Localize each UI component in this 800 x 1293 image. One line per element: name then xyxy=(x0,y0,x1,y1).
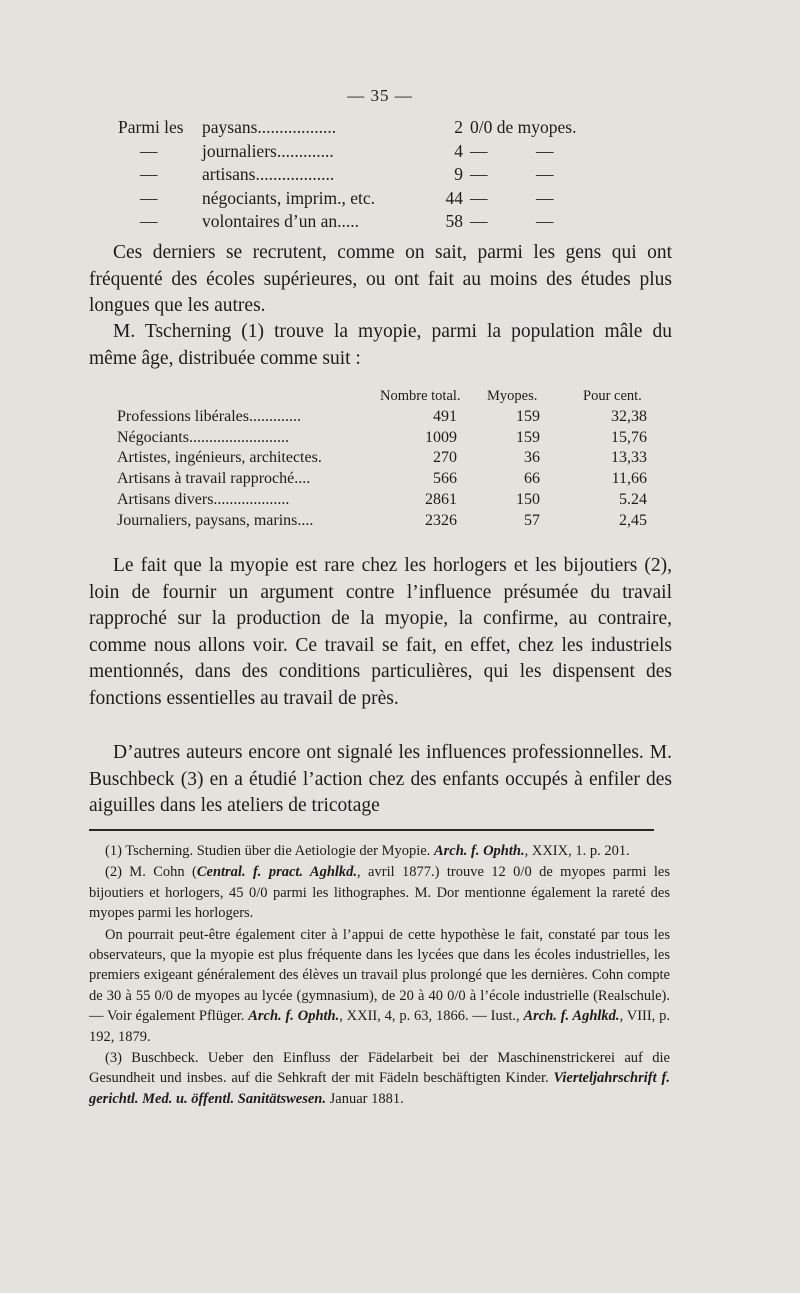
list-item xyxy=(118,116,618,140)
journal-title: Arch. f. Ophth. xyxy=(248,1008,340,1025)
footnote-text: On pourrait peut-être également citer à l’appui de cette hypothèse le fait, constaté par tous les observateurs, que la myopie est plus fréquente dans les lycées que dans les écoles industrielles, les premiers exigeant généralement des élèves un travail plus prolongé que les dernières. Cohn compte de 30 à 55 0/0 de myopes au lycée (gymnasium), de 20 à 40 0/0 à l’école industrielle (Realschule). — Voir également Pflüger. xyxy=(89,926,670,1025)
footnotes xyxy=(89,841,670,1109)
paragraph: Le fait que la myopie est rare chez les horlogers et les bijoutiers (2), loin de fournir un argument contre l’influence présumée du travail rapproché sur la production de la myopie, la confirme, au contraire, comme nous allons voir. Ce travail se fait, en effet, chez les industriels mentionnés, dans des conditions particulières, qui les dispensent des fonctions essentielles au travail de près. xyxy=(89,555,672,709)
percent-cell: 32,38 xyxy=(611,407,647,425)
page-number: — 35 — xyxy=(347,86,413,105)
footnote-text: , XXII, 4, p. 63, 1866. — Iust., xyxy=(339,1008,524,1025)
ditto-mark: — xyxy=(536,140,554,161)
column-header-percent: Pour cent. xyxy=(583,388,642,404)
ditto-mark: — xyxy=(470,140,488,161)
myopes-cell: 150 xyxy=(516,490,540,508)
row-value: 9 xyxy=(454,164,463,184)
ditto-mark: — xyxy=(470,187,488,208)
myopia-by-profession-list xyxy=(118,116,618,234)
row-value: 58 xyxy=(445,211,463,231)
footnote-1 xyxy=(89,841,670,861)
myopes-cell: 57 xyxy=(524,511,540,529)
list-item xyxy=(118,140,618,164)
ditto-mark: — xyxy=(470,164,488,184)
row-label: artisans.................. xyxy=(202,164,335,184)
journal-title: Arch. f. Ophth. xyxy=(433,843,525,859)
table-row xyxy=(117,407,677,428)
myopes-cell: 159 xyxy=(516,428,540,446)
journal-title: Central. f. pract. Aghlkd. xyxy=(196,864,358,881)
footnote-text: , XXIX, 1. p. 201. xyxy=(524,843,630,859)
percent-cell: 5.24 xyxy=(619,490,647,508)
paragraph: Ces derniers se recrutent, comme on sait, parmi les gens qui ont fréquenté des écoles supérieures, ou ont fait au moins des études plus longues que les autres. xyxy=(89,242,672,316)
list-item xyxy=(118,187,618,211)
myopes-cell: 66 xyxy=(524,470,540,488)
row-value: 2 xyxy=(454,117,463,137)
footnote-2 xyxy=(89,862,670,923)
profession-cell: Artisans divers................... xyxy=(117,490,290,508)
total-cell: 2861 xyxy=(425,490,457,508)
footnote-3 xyxy=(89,1048,670,1109)
footnote-text: (2) M. Cohn ( xyxy=(105,864,197,881)
journal-title: Arch. f. Aghlkd. xyxy=(523,1008,620,1025)
profession-cell: Négociants......................... xyxy=(117,428,289,446)
row-label: paysans.................. xyxy=(202,117,337,137)
table-row xyxy=(117,511,677,532)
paragraph: D’autres auteurs encore ont signalé les influences professionnelles. M. Buschbeck (3) en a étudié l’action chez des enfants occupés à enfiler des aiguilles dans les ateliers de tricotage xyxy=(89,742,672,816)
profession-cell: Artisans à travail rapproché.... xyxy=(117,470,311,488)
percent-cell: 11,66 xyxy=(611,470,647,488)
percent-cell: 2,45 xyxy=(619,511,647,529)
row-label: journaliers............. xyxy=(202,140,334,161)
total-cell: 270 xyxy=(433,449,457,467)
row-value: 44 xyxy=(445,187,463,208)
footnote-text: (3) Buschbeck. Ueber den Einfluss der Fädelarbeit bei der Maschinenstrickerei auf die Gesundheit und insbes. auf die Sehkraft der mit Fädeln beschäftigten Kinder. xyxy=(89,1050,670,1087)
table-row xyxy=(117,448,677,469)
footnote-divider xyxy=(89,829,654,831)
ditto-mark: — xyxy=(536,211,554,231)
footnote-text: Januar 1881. xyxy=(326,1090,404,1107)
ditto-mark: — xyxy=(470,211,488,231)
row-prefix: Parmi les xyxy=(118,117,184,137)
row-prefix: — xyxy=(140,164,158,184)
table-row xyxy=(117,490,677,511)
footnote-2-continued xyxy=(89,925,670,1047)
row-prefix: — xyxy=(140,211,158,231)
paragraph: M. Tscherning (1) trouve la myopie, parmi la population mâle du même âge, distribuée comme suit : xyxy=(89,321,672,369)
tscherning-table xyxy=(117,386,677,532)
footnote-text: , VIII, p. 192, 1879. xyxy=(89,1008,670,1045)
journal-title: Vierteljahrschrift f. gerichtl. Med. u. öffentl. Sanitätswesen. xyxy=(89,1070,670,1107)
row-unit: 0/0 de myopes. xyxy=(470,117,577,137)
profession-cell: Artistes, ingénieurs, architectes. xyxy=(117,449,322,467)
row-value: 4 xyxy=(454,140,463,161)
myopes-cell: 159 xyxy=(516,407,540,425)
myopes-cell: 36 xyxy=(524,449,540,467)
total-cell: 491 xyxy=(433,407,457,425)
total-cell: 2326 xyxy=(425,511,457,529)
row-label: volontaires d’un an..... xyxy=(202,211,359,231)
total-cell: 566 xyxy=(433,470,457,488)
table-row xyxy=(117,428,677,449)
row-prefix: — xyxy=(140,140,158,161)
list-item xyxy=(118,210,618,234)
row-label: négociants, imprim., etc. xyxy=(202,187,376,208)
footnote-text: , avril 1877.) trouve 12 0/0 de myopes parmi les bijoutiers et horlogers, 45 0/0 parmi les lithographes. M. Dor mentionne également la rareté des myopes parmi les horlogers. xyxy=(89,864,670,922)
row-prefix: — xyxy=(140,187,158,208)
column-header-myopes: Myopes. xyxy=(487,388,538,404)
list-item xyxy=(118,163,618,187)
percent-cell: 15,76 xyxy=(611,428,647,446)
profession-cell: Journaliers, paysans, marins.... xyxy=(117,511,314,529)
ditto-mark: — xyxy=(536,164,554,184)
table-row xyxy=(117,469,677,490)
percent-cell: 13,33 xyxy=(611,449,647,467)
table-header xyxy=(117,386,677,407)
ditto-mark: — xyxy=(536,187,554,208)
total-cell: 1009 xyxy=(425,428,457,446)
profession-cell: Professions libérales............. xyxy=(117,407,301,425)
footnote-text: (1) Tscherning. Studien über die Aetiologie der Myopie. xyxy=(105,843,434,859)
column-header-total: Nombre total. xyxy=(380,388,461,404)
